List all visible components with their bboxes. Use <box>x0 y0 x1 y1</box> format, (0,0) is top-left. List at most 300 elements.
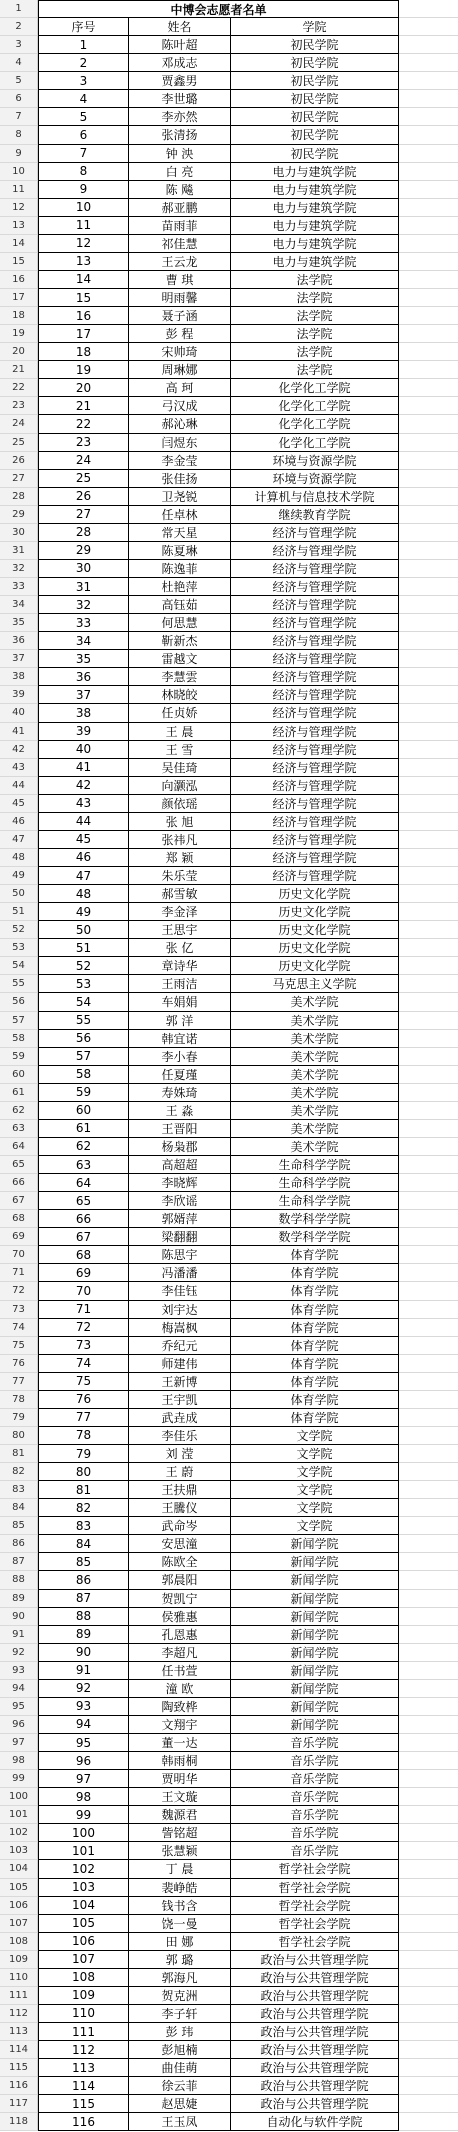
cell-name[interactable]: 王宇凯 <box>129 1391 231 1409</box>
cell-index[interactable]: 74 <box>38 1355 129 1373</box>
row-number[interactable]: 79 <box>0 1409 38 1427</box>
row-number[interactable]: 45 <box>0 795 38 813</box>
row-number[interactable]: 37 <box>0 650 38 668</box>
cell-index[interactable]: 28 <box>38 524 129 542</box>
cell-name[interactable]: 张 旭 <box>129 813 231 831</box>
cell-college[interactable]: 政治与公共管理学院 <box>231 1987 399 2005</box>
row-number[interactable]: 115 <box>0 2059 38 2077</box>
cell-college[interactable]: 经济与管理学院 <box>231 686 399 704</box>
row-number[interactable]: 118 <box>0 2113 38 2131</box>
cell-name[interactable]: 王文璇 <box>129 1788 231 1806</box>
cell-college[interactable]: 环境与资源学院 <box>231 470 399 488</box>
cell-index[interactable]: 87 <box>38 1590 129 1608</box>
cell-index[interactable]: 62 <box>38 1138 129 1156</box>
cell-name[interactable]: 陈欧全 <box>129 1553 231 1571</box>
cell-name[interactable]: 高 珂 <box>129 379 231 397</box>
cell-name[interactable]: 曲佳萌 <box>129 2059 231 2077</box>
cell-index[interactable]: 71 <box>38 1301 129 1319</box>
cell-index[interactable]: 95 <box>38 1734 129 1752</box>
cell-index[interactable]: 59 <box>38 1084 129 1102</box>
row-number[interactable]: 80 <box>0 1427 38 1445</box>
cell-index[interactable]: 102 <box>38 1860 129 1878</box>
row-number[interactable]: 23 <box>0 397 38 415</box>
cell-index[interactable]: 88 <box>38 1608 129 1626</box>
cell-index[interactable]: 52 <box>38 957 129 975</box>
cell-name[interactable]: 李晓辉 <box>129 1174 231 1192</box>
cell-name[interactable]: 宋帅琦 <box>129 343 231 361</box>
cell-name[interactable]: 白 亮 <box>129 163 231 181</box>
cell-index[interactable]: 29 <box>38 542 129 560</box>
cell-college[interactable]: 法学院 <box>231 289 399 307</box>
cell-name[interactable]: 郭晨阳 <box>129 1571 231 1589</box>
cell-index[interactable]: 44 <box>38 813 129 831</box>
cell-college[interactable]: 经济与管理学院 <box>231 795 399 813</box>
cell-college[interactable]: 哲学社会学院 <box>231 1933 399 1951</box>
cell-index[interactable]: 83 <box>38 1517 129 1535</box>
row-number[interactable]: 44 <box>0 777 38 795</box>
cell-college[interactable]: 历史文化学院 <box>231 939 399 957</box>
cell-college[interactable]: 新闻学院 <box>231 1535 399 1553</box>
cell-college[interactable]: 政治与公共管理学院 <box>231 2059 399 2077</box>
cell-college[interactable]: 美术学院 <box>231 993 399 1011</box>
cell-index[interactable]: 5 <box>38 108 129 126</box>
cell-index[interactable]: 111 <box>38 2023 129 2041</box>
cell-college[interactable]: 体育学院 <box>231 1391 399 1409</box>
cell-college[interactable]: 历史文化学院 <box>231 903 399 921</box>
cell-index[interactable]: 8 <box>38 163 129 181</box>
cell-name[interactable]: 彭 玮 <box>129 2023 231 2041</box>
cell-index[interactable]: 1 <box>38 36 129 54</box>
cell-college[interactable]: 初民学院 <box>231 90 399 108</box>
cell-name[interactable]: 陶致桦 <box>129 1698 231 1716</box>
cell-index[interactable]: 99 <box>38 1806 129 1824</box>
cell-index[interactable]: 58 <box>38 1066 129 1084</box>
cell-index[interactable]: 70 <box>38 1282 129 1300</box>
cell-name[interactable]: 陈夏琳 <box>129 542 231 560</box>
cell-college[interactable]: 经济与管理学院 <box>231 596 399 614</box>
cell-index[interactable]: 37 <box>38 686 129 704</box>
cell-name[interactable]: 徐云菲 <box>129 2077 231 2095</box>
cell-index[interactable]: 27 <box>38 506 129 524</box>
row-number[interactable]: 5 <box>0 72 38 90</box>
row-number[interactable]: 33 <box>0 578 38 596</box>
cell-college[interactable]: 电力与建筑学院 <box>231 199 399 217</box>
cell-college[interactable]: 新闻学院 <box>231 1571 399 1589</box>
row-number[interactable]: 50 <box>0 885 38 903</box>
cell-college[interactable]: 历史文化学院 <box>231 957 399 975</box>
row-number[interactable]: 7 <box>0 108 38 126</box>
cell-college[interactable]: 体育学院 <box>231 1246 399 1264</box>
cell-name[interactable]: 李佳钰 <box>129 1282 231 1300</box>
row-number[interactable]: 71 <box>0 1264 38 1282</box>
row-number[interactable]: 68 <box>0 1210 38 1228</box>
cell-index[interactable]: 32 <box>38 596 129 614</box>
cell-index[interactable]: 53 <box>38 975 129 993</box>
row-number[interactable]: 35 <box>0 614 38 632</box>
cell-college[interactable]: 音乐学院 <box>231 1788 399 1806</box>
cell-college[interactable]: 音乐学院 <box>231 1842 399 1860</box>
row-number[interactable]: 21 <box>0 361 38 379</box>
cell-college[interactable]: 经济与管理学院 <box>231 704 399 722</box>
cell-name[interactable]: 向灏泓 <box>129 777 231 795</box>
cell-name[interactable]: 邓成志 <box>129 54 231 72</box>
cell-index[interactable]: 6 <box>38 126 129 144</box>
row-number[interactable]: 54 <box>0 957 38 975</box>
row-number[interactable]: 8 <box>0 126 38 144</box>
cell-index[interactable]: 78 <box>38 1427 129 1445</box>
cell-index[interactable]: 113 <box>38 2059 129 2077</box>
row-number[interactable]: 61 <box>0 1084 38 1102</box>
cell-name[interactable]: 訾铭超 <box>129 1824 231 1842</box>
cell-index[interactable]: 56 <box>38 1030 129 1048</box>
header-name[interactable]: 姓名 <box>129 18 231 36</box>
row-number[interactable]: 29 <box>0 506 38 524</box>
cell-name[interactable]: 郝雪敏 <box>129 885 231 903</box>
cell-name[interactable]: 卫尧锐 <box>129 488 231 506</box>
cell-name[interactable]: 梅嵩枫 <box>129 1319 231 1337</box>
cell-name[interactable]: 郭 璐 <box>129 1951 231 1969</box>
row-number[interactable]: 63 <box>0 1120 38 1138</box>
cell-college[interactable]: 电力与建筑学院 <box>231 163 399 181</box>
cell-college[interactable]: 经济与管理学院 <box>231 524 399 542</box>
cell-name[interactable]: 李佳乐 <box>129 1427 231 1445</box>
row-number[interactable]: 11 <box>0 181 38 199</box>
header-index[interactable]: 序号 <box>38 18 129 36</box>
cell-name[interactable]: 任贞娇 <box>129 704 231 722</box>
cell-name[interactable]: 寿姝琦 <box>129 1084 231 1102</box>
cell-name[interactable]: 王騰仪 <box>129 1499 231 1517</box>
row-number[interactable]: 3 <box>0 36 38 54</box>
cell-name[interactable]: 郝沁琳 <box>129 415 231 433</box>
cell-index[interactable]: 106 <box>38 1933 129 1951</box>
cell-college[interactable]: 经济与管理学院 <box>231 867 399 885</box>
row-number[interactable]: 18 <box>0 307 38 325</box>
row-number[interactable]: 92 <box>0 1644 38 1662</box>
row-number[interactable]: 70 <box>0 1246 38 1264</box>
cell-college[interactable]: 法学院 <box>231 343 399 361</box>
row-number[interactable]: 48 <box>0 849 38 867</box>
cell-index[interactable]: 86 <box>38 1571 129 1589</box>
row-number[interactable]: 96 <box>0 1716 38 1734</box>
cell-college[interactable]: 政治与公共管理学院 <box>231 2023 399 2041</box>
cell-name[interactable]: 张佳扬 <box>129 470 231 488</box>
cell-name[interactable]: 钟 泱 <box>129 145 231 163</box>
cell-name[interactable]: 章诗华 <box>129 957 231 975</box>
cell-name[interactable]: 颜依瑶 <box>129 795 231 813</box>
row-number[interactable]: 58 <box>0 1030 38 1048</box>
row-number[interactable]: 15 <box>0 253 38 271</box>
cell-index[interactable]: 85 <box>38 1553 129 1571</box>
row-number[interactable]: 32 <box>0 560 38 578</box>
cell-index[interactable]: 97 <box>38 1770 129 1788</box>
row-number[interactable]: 53 <box>0 939 38 957</box>
cell-name[interactable]: 周琳娜 <box>129 361 231 379</box>
cell-college[interactable]: 体育学院 <box>231 1282 399 1300</box>
cell-index[interactable]: 82 <box>38 1499 129 1517</box>
row-number[interactable]: 2 <box>0 18 38 36</box>
cell-college[interactable]: 音乐学院 <box>231 1806 399 1824</box>
cell-index[interactable]: 34 <box>38 632 129 650</box>
cell-name[interactable]: 王 雪 <box>129 741 231 759</box>
cell-name[interactable]: 彭 程 <box>129 325 231 343</box>
row-number[interactable]: 90 <box>0 1608 38 1626</box>
cell-index[interactable]: 105 <box>38 1915 129 1933</box>
row-number[interactable]: 111 <box>0 1987 38 2005</box>
row-number[interactable]: 75 <box>0 1337 38 1355</box>
cell-college[interactable]: 经济与管理学院 <box>231 849 399 867</box>
row-number[interactable]: 52 <box>0 921 38 939</box>
row-number[interactable]: 95 <box>0 1698 38 1716</box>
cell-index[interactable]: 98 <box>38 1788 129 1806</box>
row-number[interactable]: 13 <box>0 217 38 235</box>
row-number[interactable]: 49 <box>0 867 38 885</box>
cell-college[interactable]: 数学科学学院 <box>231 1228 399 1246</box>
cell-name[interactable]: 何思慧 <box>129 614 231 632</box>
row-number[interactable]: 46 <box>0 813 38 831</box>
cell-index[interactable]: 91 <box>38 1662 129 1680</box>
cell-name[interactable]: 李金莹 <box>129 452 231 470</box>
cell-college[interactable]: 美术学院 <box>231 1012 399 1030</box>
cell-index[interactable]: 67 <box>38 1228 129 1246</box>
cell-college[interactable]: 经济与管理学院 <box>231 668 399 686</box>
row-number[interactable]: 81 <box>0 1445 38 1463</box>
cell-index[interactable]: 72 <box>38 1319 129 1337</box>
cell-college[interactable]: 政治与公共管理学院 <box>231 2041 399 2059</box>
cell-name[interactable]: 裴峥皓 <box>129 1879 231 1897</box>
row-number[interactable]: 86 <box>0 1535 38 1553</box>
cell-college[interactable]: 电力与建筑学院 <box>231 235 399 253</box>
cell-index[interactable]: 92 <box>38 1680 129 1698</box>
cell-name[interactable]: 明雨馨 <box>129 289 231 307</box>
cell-index[interactable]: 12 <box>38 235 129 253</box>
cell-index[interactable]: 109 <box>38 1987 129 2005</box>
cell-name[interactable]: 王晋阳 <box>129 1120 231 1138</box>
cell-college[interactable]: 文学院 <box>231 1481 399 1499</box>
row-number[interactable]: 28 <box>0 488 38 506</box>
cell-college[interactable]: 文学院 <box>231 1499 399 1517</box>
cell-name[interactable]: 冯潘潘 <box>129 1264 231 1282</box>
cell-name[interactable]: 曹 琪 <box>129 271 231 289</box>
header-college[interactable]: 学院 <box>231 18 399 36</box>
cell-name[interactable]: 刘宇达 <box>129 1301 231 1319</box>
cell-college[interactable]: 文学院 <box>231 1427 399 1445</box>
cell-college[interactable]: 体育学院 <box>231 1337 399 1355</box>
cell-name[interactable]: 潼 欧 <box>129 1680 231 1698</box>
cell-index[interactable]: 84 <box>38 1535 129 1553</box>
cell-college[interactable]: 初民学院 <box>231 54 399 72</box>
row-number[interactable]: 72 <box>0 1282 38 1300</box>
cell-college[interactable]: 经济与管理学院 <box>231 650 399 668</box>
cell-college[interactable]: 经济与管理学院 <box>231 542 399 560</box>
sheet-title[interactable]: 中博会志愿者名单 <box>38 0 399 18</box>
cell-index[interactable]: 7 <box>38 145 129 163</box>
row-number[interactable]: 78 <box>0 1391 38 1409</box>
cell-college[interactable]: 文学院 <box>231 1463 399 1481</box>
cell-college[interactable]: 美术学院 <box>231 1138 399 1156</box>
cell-name[interactable]: 武命岑 <box>129 1517 231 1535</box>
cell-college[interactable]: 政治与公共管理学院 <box>231 1951 399 1969</box>
cell-index[interactable]: 17 <box>38 325 129 343</box>
cell-index[interactable]: 49 <box>38 903 129 921</box>
row-number[interactable]: 66 <box>0 1174 38 1192</box>
cell-name[interactable]: 田 娜 <box>129 1933 231 1951</box>
row-number[interactable]: 83 <box>0 1481 38 1499</box>
cell-index[interactable]: 116 <box>38 2113 129 2131</box>
cell-index[interactable]: 46 <box>38 849 129 867</box>
cell-college[interactable]: 计算机与信息技术学院 <box>231 488 399 506</box>
cell-index[interactable]: 57 <box>38 1048 129 1066</box>
row-number[interactable]: 40 <box>0 704 38 722</box>
cell-name[interactable]: 师建伟 <box>129 1355 231 1373</box>
row-number[interactable]: 4 <box>0 54 38 72</box>
cell-index[interactable]: 115 <box>38 2095 129 2113</box>
cell-index[interactable]: 73 <box>38 1337 129 1355</box>
cell-index[interactable]: 24 <box>38 452 129 470</box>
cell-name[interactable]: 王扶鼎 <box>129 1481 231 1499</box>
cell-college[interactable]: 生命科学学院 <box>231 1192 399 1210</box>
cell-college[interactable]: 继续教育学院 <box>231 506 399 524</box>
cell-index[interactable]: 60 <box>38 1102 129 1120</box>
cell-name[interactable]: 杜艳萍 <box>129 578 231 596</box>
cell-index[interactable]: 90 <box>38 1644 129 1662</box>
cell-name[interactable]: 陈思宇 <box>129 1246 231 1264</box>
cell-college[interactable]: 数学科学学院 <box>231 1210 399 1228</box>
cell-name[interactable]: 王雨洁 <box>129 975 231 993</box>
cell-index[interactable]: 81 <box>38 1481 129 1499</box>
cell-name[interactable]: 吴佳琦 <box>129 759 231 777</box>
cell-name[interactable]: 李金泽 <box>129 903 231 921</box>
row-number[interactable]: 76 <box>0 1355 38 1373</box>
row-number[interactable]: 38 <box>0 668 38 686</box>
cell-index[interactable]: 18 <box>38 343 129 361</box>
cell-college[interactable]: 环境与资源学院 <box>231 452 399 470</box>
row-number[interactable]: 1 <box>0 0 38 18</box>
cell-name[interactable]: 李子轩 <box>129 2005 231 2023</box>
row-number[interactable]: 12 <box>0 199 38 217</box>
cell-index[interactable]: 104 <box>38 1897 129 1915</box>
cell-name[interactable]: 陈 飚 <box>129 181 231 199</box>
cell-name[interactable]: 董一达 <box>129 1734 231 1752</box>
row-number[interactable]: 108 <box>0 1933 38 1951</box>
cell-name[interactable]: 林晓皎 <box>129 686 231 704</box>
cell-index[interactable]: 41 <box>38 759 129 777</box>
cell-name[interactable]: 李小春 <box>129 1048 231 1066</box>
cell-college[interactable]: 美术学院 <box>231 1030 399 1048</box>
row-number[interactable]: 116 <box>0 2077 38 2095</box>
row-number[interactable]: 89 <box>0 1590 38 1608</box>
cell-index[interactable]: 100 <box>38 1824 129 1842</box>
cell-college[interactable]: 新闻学院 <box>231 1680 399 1698</box>
row-number[interactable]: 77 <box>0 1373 38 1391</box>
cell-name[interactable]: 乔纪元 <box>129 1337 231 1355</box>
row-number[interactable]: 99 <box>0 1770 38 1788</box>
row-number[interactable]: 113 <box>0 2023 38 2041</box>
cell-name[interactable]: 常天星 <box>129 524 231 542</box>
cell-name[interactable]: 王玉凤 <box>129 2113 231 2131</box>
cell-college[interactable]: 法学院 <box>231 325 399 343</box>
cell-college[interactable]: 法学院 <box>231 307 399 325</box>
row-number[interactable]: 10 <box>0 163 38 181</box>
cell-name[interactable]: 侯雅惠 <box>129 1608 231 1626</box>
cell-name[interactable]: 任书萱 <box>129 1662 231 1680</box>
cell-index[interactable]: 25 <box>38 470 129 488</box>
cell-college[interactable]: 体育学院 <box>231 1355 399 1373</box>
cell-college[interactable]: 初民学院 <box>231 126 399 144</box>
cell-index[interactable]: 108 <box>38 1969 129 1987</box>
row-number[interactable]: 84 <box>0 1499 38 1517</box>
row-number[interactable]: 51 <box>0 903 38 921</box>
cell-name[interactable]: 车娟娟 <box>129 993 231 1011</box>
cell-college[interactable]: 美术学院 <box>231 1102 399 1120</box>
cell-name[interactable]: 丁 晨 <box>129 1860 231 1878</box>
row-number[interactable]: 85 <box>0 1517 38 1535</box>
cell-index[interactable]: 3 <box>38 72 129 90</box>
cell-name[interactable]: 聂子涵 <box>129 307 231 325</box>
cell-name[interactable]: 郭 洋 <box>129 1012 231 1030</box>
cell-index[interactable]: 107 <box>38 1951 129 1969</box>
cell-college[interactable]: 美术学院 <box>231 1066 399 1084</box>
cell-index[interactable]: 21 <box>38 397 129 415</box>
row-number[interactable]: 17 <box>0 289 38 307</box>
cell-name[interactable]: 王 淼 <box>129 1102 231 1120</box>
cell-index[interactable]: 80 <box>38 1463 129 1481</box>
row-number[interactable]: 105 <box>0 1879 38 1897</box>
cell-name[interactable]: 郑 颖 <box>129 849 231 867</box>
cell-college[interactable]: 经济与管理学院 <box>231 759 399 777</box>
cell-college[interactable]: 哲学社会学院 <box>231 1860 399 1878</box>
cell-college[interactable]: 美术学院 <box>231 1120 399 1138</box>
row-number[interactable]: 67 <box>0 1192 38 1210</box>
cell-name[interactable]: 刘 滢 <box>129 1445 231 1463</box>
cell-name[interactable]: 武垚成 <box>129 1409 231 1427</box>
row-number[interactable]: 39 <box>0 686 38 704</box>
row-number[interactable]: 9 <box>0 145 38 163</box>
cell-name[interactable]: 李超凡 <box>129 1644 231 1662</box>
cell-name[interactable]: 文翔宇 <box>129 1716 231 1734</box>
cell-college[interactable]: 经济与管理学院 <box>231 777 399 795</box>
cell-index[interactable]: 51 <box>38 939 129 957</box>
cell-college[interactable]: 经济与管理学院 <box>231 560 399 578</box>
cell-college[interactable]: 新闻学院 <box>231 1626 399 1644</box>
cell-index[interactable]: 69 <box>38 1264 129 1282</box>
cell-college[interactable]: 政治与公共管理学院 <box>231 2077 399 2095</box>
cell-index[interactable]: 11 <box>38 217 129 235</box>
cell-index[interactable]: 9 <box>38 181 129 199</box>
cell-college[interactable]: 经济与管理学院 <box>231 741 399 759</box>
cell-name[interactable]: 王 蔚 <box>129 1463 231 1481</box>
row-number[interactable]: 110 <box>0 1969 38 1987</box>
row-number[interactable]: 103 <box>0 1842 38 1860</box>
cell-index[interactable]: 89 <box>38 1626 129 1644</box>
cell-college[interactable]: 新闻学院 <box>231 1608 399 1626</box>
cell-name[interactable]: 弓汉成 <box>129 397 231 415</box>
cell-name[interactable]: 高钰茹 <box>129 596 231 614</box>
cell-index[interactable]: 42 <box>38 777 129 795</box>
cell-college[interactable]: 经济与管理学院 <box>231 831 399 849</box>
row-number[interactable]: 56 <box>0 993 38 1011</box>
cell-college[interactable]: 经济与管理学院 <box>231 813 399 831</box>
row-number[interactable]: 100 <box>0 1788 38 1806</box>
cell-name[interactable]: 贾鑫男 <box>129 72 231 90</box>
cell-college[interactable]: 体育学院 <box>231 1301 399 1319</box>
cell-college[interactable]: 美术学院 <box>231 1048 399 1066</box>
row-number[interactable]: 87 <box>0 1553 38 1571</box>
row-number[interactable]: 43 <box>0 759 38 777</box>
cell-name[interactable]: 郝亚鹏 <box>129 199 231 217</box>
cell-college[interactable]: 政治与公共管理学院 <box>231 2005 399 2023</box>
row-number[interactable]: 19 <box>0 325 38 343</box>
cell-name[interactable]: 贾明华 <box>129 1770 231 1788</box>
